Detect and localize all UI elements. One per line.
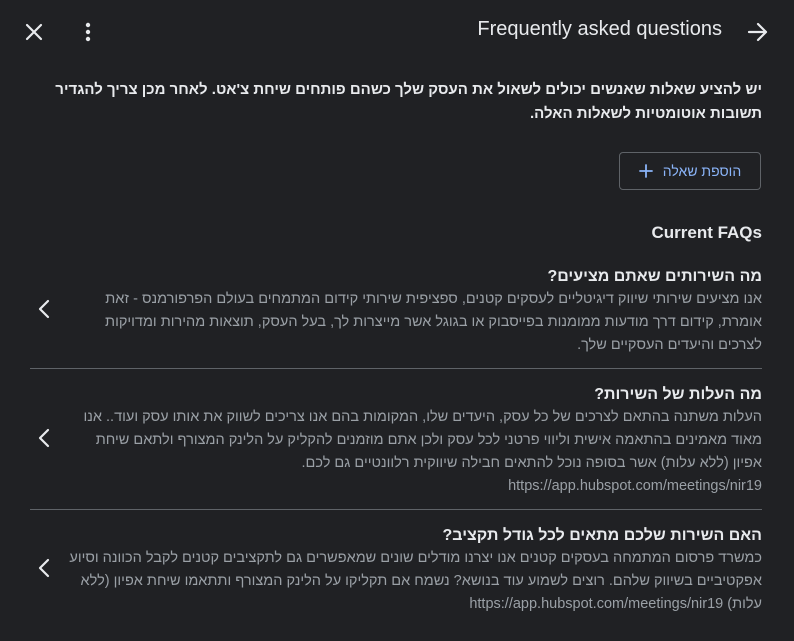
intro-text: יש להציע שאלות שאנשים יכולים לשאול את העסק שלך כשהם פותחים שיחת צ'אט. לאחר מכן צריך להגדיר תשובות אוטומטיות לשאלות האלה. <box>55 81 762 122</box>
faq-item[interactable] <box>30 266 762 357</box>
faq-item[interactable] <box>30 525 762 616</box>
chevron-left-icon <box>38 299 50 319</box>
dialog-header <box>0 0 794 62</box>
divider <box>30 368 762 369</box>
add-question-label: הוספת שאלה <box>662 163 742 179</box>
chevron-left-icon <box>38 558 50 578</box>
divider <box>30 509 762 510</box>
close-button[interactable] <box>16 14 52 50</box>
faq-answer: אנו מציעים שירותי שיווק דיגיטליים לעסקים קטנים, ספציפית שירותי קידום המתמחים בעולם הפרפורמנס - זאת אומרת, קידום דרך מודעות ממומנות בפייסבוק או בגוגל אשר מייצרות לך, בעל העסק, תוצאות מהירות ומדויקות לצרכים והיעדים העסקיים שלך. <box>105 291 762 353</box>
add-question-button[interactable] <box>619 152 761 190</box>
page-title: Frequently asked questions <box>477 18 722 40</box>
faq-question: מה העלות של השירות? <box>594 386 762 403</box>
more-vert-icon <box>85 22 91 42</box>
faq-open-button[interactable] <box>30 424 58 452</box>
chevron-left-icon <box>38 428 50 448</box>
faq-open-button[interactable] <box>30 295 58 323</box>
back-button[interactable] <box>740 14 776 50</box>
faq-question: האם השירות שלכם מתאים לכל גודל תקציב? <box>442 527 762 544</box>
faq-answer: כמשרד פרסום המתמחה בעסקים קטנים אנו יצרנו מודלים שונים שמאפשרים גם לתקציבים קטנים לקבל הכוונה וסיוע אפקטיביים בשיווק שלהם. רוצים לשמוע עוד בנושא? נשמח אם תקליקו על הלינק המצורף ותתאמו שיחת אפיון (ללא עלות) https://app.hubspot.com/meetings/nir19 <box>69 550 762 612</box>
current-faqs-heading: Current FAQs <box>651 223 762 242</box>
close-icon <box>24 22 44 42</box>
faq-question: מה השירותים שאתם מציעים? <box>547 268 762 285</box>
more-options-button[interactable] <box>70 14 106 50</box>
arrow-forward-icon <box>747 22 769 42</box>
faq-answer: העלות משתנה בהתאם לצרכים של כל עסק, היעדים שלו, המקומות בהם אנו צריכים לשווק את אותו עסק ועוד.. אנו מאוד מאמינים בהתאמה אישית וליווי פרטני לכל עסק ולכן אתם מוזמנים להקליק על הלינק המצורף ולתאם שיחת אפיון (ללא עלות) אשר בסופה נוכל להתאים חבילה שיווקית רלוונטיים גם לכם. https://app.hubspot.com/meetings/nir19 <box>83 409 762 494</box>
faq-item[interactable] <box>30 384 762 498</box>
faq-open-button[interactable] <box>30 554 58 582</box>
plus-icon <box>639 164 653 178</box>
